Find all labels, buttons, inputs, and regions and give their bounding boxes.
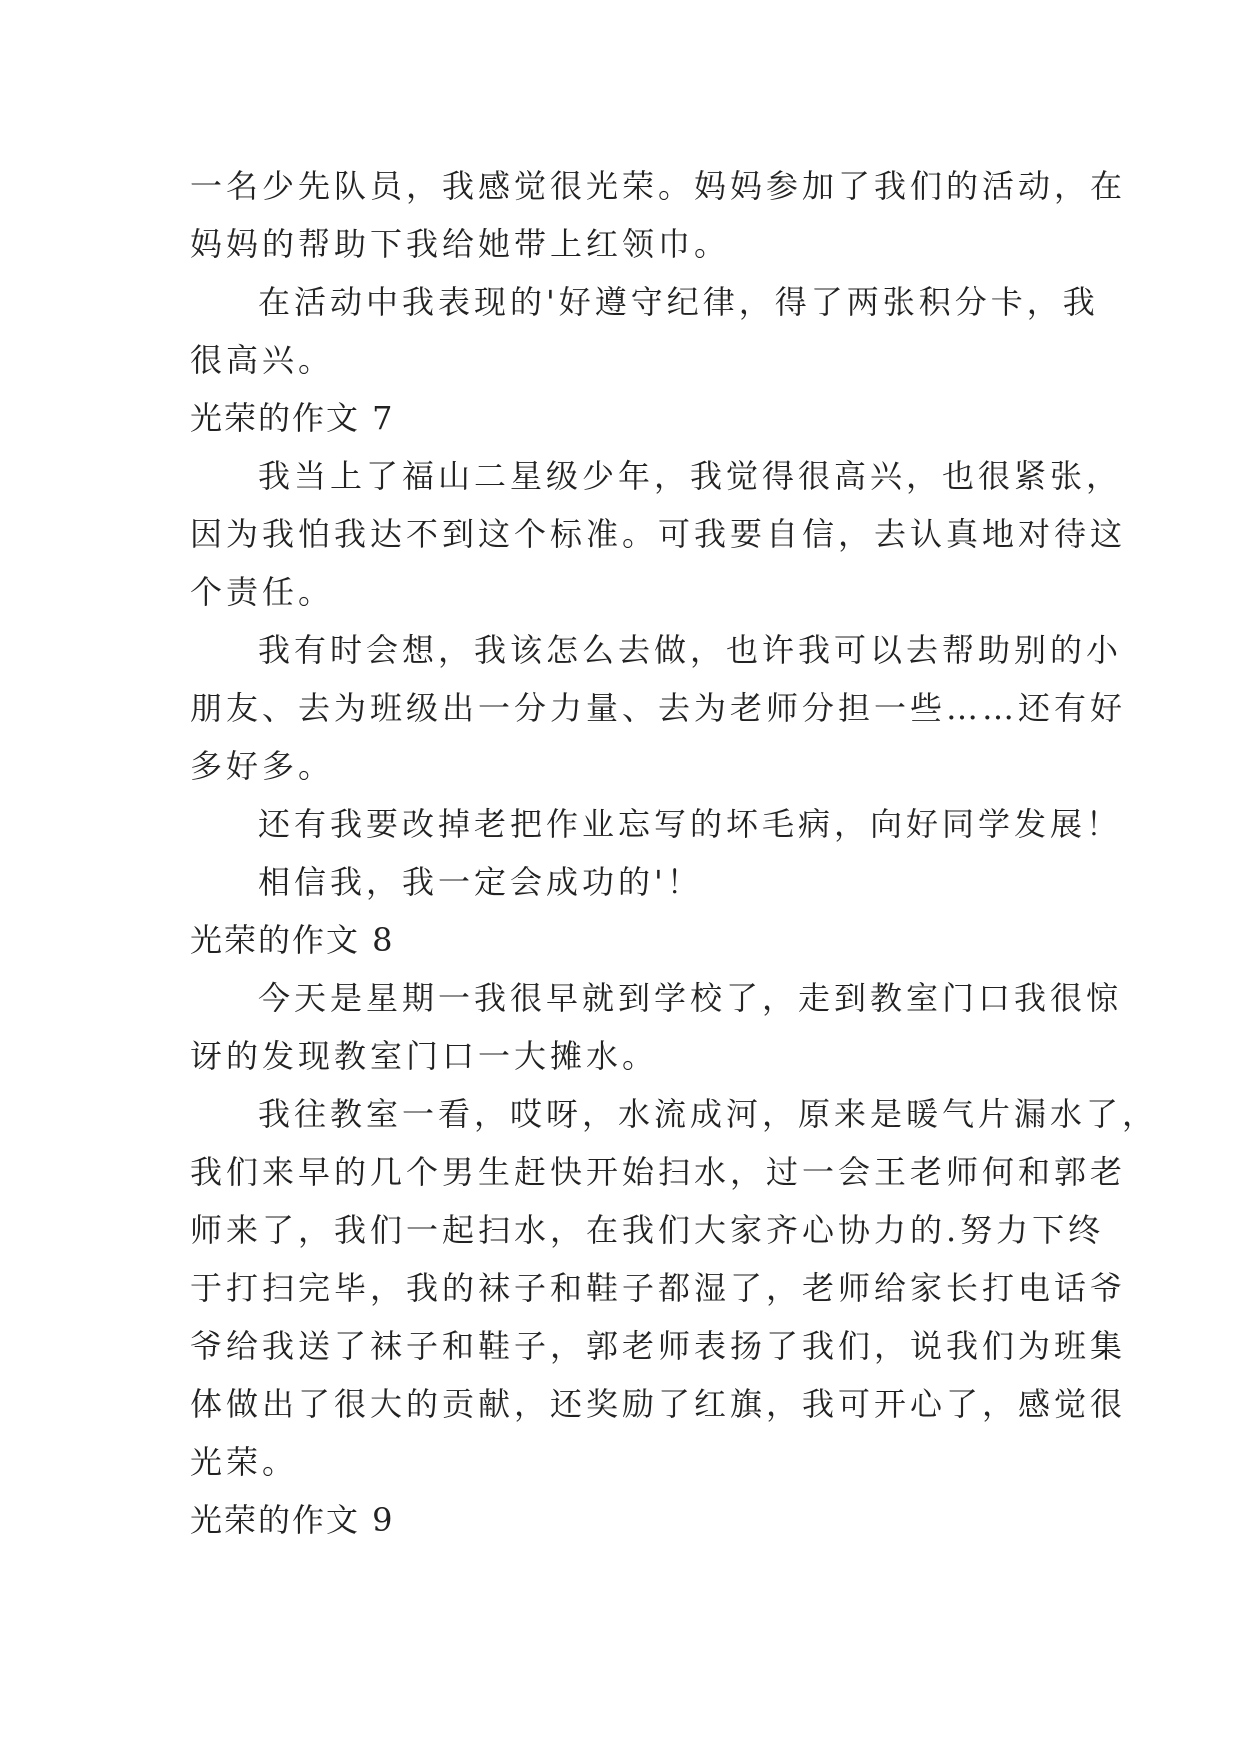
- text-line: 朋友、去为班级出一分力量、去为老师分担一些……还有好: [190, 689, 1127, 727]
- text-line: 多好多。: [190, 747, 335, 785]
- text-line: 在活动中我表现的'好遵守纪律，得了两张积分卡，我: [258, 283, 1099, 321]
- text-line: 我当上了福山二星级少年，我觉得很高兴，也很紧张，: [258, 457, 1123, 495]
- text-line: 一名少先队员，我感觉很光荣。妈妈参加了我们的活动，在: [190, 167, 1127, 205]
- section-heading: 光荣的作文 9: [190, 1501, 395, 1539]
- text-line: 我往教室一看，哎呀，水流成河，原来是暖气片漏水了，: [258, 1095, 1159, 1133]
- document-body: [190, 157, 1159, 1549]
- text-line: 于打扫完毕，我的袜子和鞋子都湿了，老师给家长打电话爷: [190, 1269, 1127, 1307]
- text-line: 今天是星期一我很早就到学校了，走到教室门口我很惊: [258, 979, 1123, 1017]
- text-line: 相信我，我一定会成功的'！: [258, 863, 703, 901]
- text-line: 讶的发现教室门口一大摊水。: [190, 1037, 659, 1075]
- text-line: 光荣。: [190, 1443, 299, 1481]
- section-heading: 光荣的作文 7: [190, 399, 395, 437]
- text-line: 体做出了很大的贡献，还奖励了红旗，我可开心了，感觉很: [190, 1385, 1127, 1423]
- text-line: 妈妈的帮助下我给她带上红领巾。: [190, 225, 731, 263]
- text-line: 我有时会想，我该怎么去做，也许我可以去帮助别的小: [258, 631, 1123, 669]
- text-line: 个责任。: [190, 573, 335, 611]
- text-line: 很高兴。: [190, 341, 335, 379]
- text-line: 因为我怕我达不到这个标准。可我要自信，去认真地对待这: [190, 515, 1127, 553]
- text-line: 我们来早的几个男生赶快开始扫水，过一会王老师何和郭老: [190, 1153, 1127, 1191]
- text-line: 师来了，我们一起扫水，在我们大家齐心协力的.努力下终: [190, 1211, 1105, 1249]
- text-line: 还有我要改掉老把作业忘写的坏毛病，向好同学发展！: [258, 805, 1123, 843]
- text-line: 爷给我送了袜子和鞋子，郭老师表扬了我们，说我们为班集: [190, 1327, 1127, 1365]
- section-heading: 光荣的作文 8: [190, 921, 395, 959]
